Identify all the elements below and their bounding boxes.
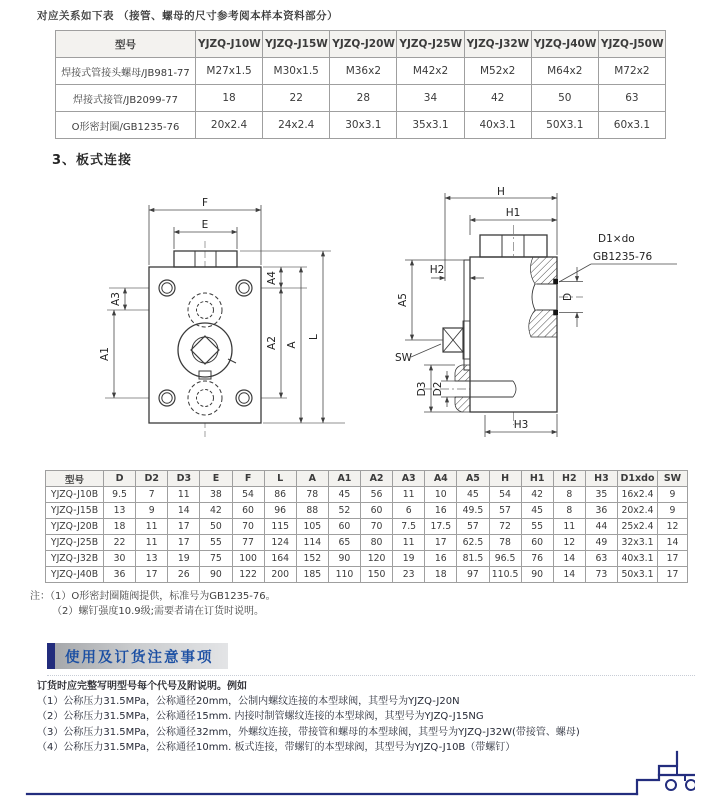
- table-cell: 9: [136, 503, 168, 519]
- table-cell: 40x3.1: [618, 551, 658, 567]
- table-cell: 115: [264, 519, 296, 535]
- column-header: H3: [585, 471, 617, 487]
- table-cell: 11: [393, 535, 425, 551]
- table-cell: 65: [328, 535, 360, 551]
- table-cell: 45: [328, 487, 360, 503]
- header-accent-bar: [47, 643, 55, 669]
- table-cell: 90: [521, 567, 553, 583]
- table-cell: 30: [104, 551, 136, 567]
- oring-standard-label: GB1235-76: [593, 251, 653, 263]
- row-label: 焊接式管接头螺母/JB981-77: [56, 58, 196, 85]
- dimensions-table: [45, 470, 688, 583]
- table-cell: 17: [658, 567, 688, 583]
- table-cell: 11: [136, 519, 168, 535]
- column-header: YJZQ-J10W: [196, 31, 263, 58]
- table-cell: 78: [489, 535, 521, 551]
- column-header: YJZQ-J50W: [598, 31, 665, 58]
- table-cell: 12: [658, 519, 688, 535]
- column-header: F: [232, 471, 264, 487]
- table-cell: 164: [264, 551, 296, 567]
- table-cell: 11: [168, 487, 200, 503]
- table-row: [46, 519, 688, 535]
- usage-section-title: 使用及订货注意事项: [55, 643, 228, 669]
- dim-label-A2: A2: [266, 336, 278, 350]
- table-cell: 7: [136, 487, 168, 503]
- table-cell: 20x2.4: [196, 112, 263, 139]
- table-cell: M52x2: [464, 58, 531, 85]
- table-row: [56, 58, 666, 85]
- table-cell: 114: [296, 535, 328, 551]
- dim-label-H2: H2: [429, 264, 445, 276]
- table-cell: 44: [585, 519, 617, 535]
- table-cell: 14: [168, 503, 200, 519]
- table-cell: 35x3.1: [397, 112, 464, 139]
- column-header: D3: [168, 471, 200, 487]
- row-label: YJZQ-J25B: [46, 535, 104, 551]
- table-row: [46, 551, 688, 567]
- column-header-model: 型号: [46, 471, 104, 487]
- table-cell: 124: [264, 535, 296, 551]
- section-heading: 3、板式连接: [52, 153, 133, 168]
- table-cell: 49: [585, 535, 617, 551]
- table-cell: 17: [658, 551, 688, 567]
- fittings-table: [55, 30, 666, 139]
- row-label: YJZQ-J15B: [46, 503, 104, 519]
- column-header: YJZQ-J20W: [330, 31, 397, 58]
- table-cell: 16x2.4: [618, 487, 658, 503]
- table-cell: 54: [489, 487, 521, 503]
- table-cell: 36: [585, 503, 617, 519]
- ordering-instructions: [37, 679, 705, 755]
- table-cell: 14: [553, 567, 585, 583]
- table-cell: 25x2.4: [618, 519, 658, 535]
- table-cell: 120: [361, 551, 393, 567]
- table-cell: 20x2.4: [618, 503, 658, 519]
- table-cell: 10: [425, 487, 457, 503]
- table-cell: 45: [457, 487, 489, 503]
- table-cell: 22: [104, 535, 136, 551]
- table-cell: 16: [425, 503, 457, 519]
- dim-label-A: A: [286, 341, 298, 349]
- table-cell: M36x2: [330, 58, 397, 85]
- row-label: 焊接式接管/JB2099-77: [56, 85, 196, 112]
- table-cell: 55: [521, 519, 553, 535]
- table-cell: 34: [397, 85, 464, 112]
- ordering-example-4: （4）公称压力31.5MPa，公称通径10mm. 板式连接，带螺钉的本型球阀，其型号为YJZQ-J10B（带螺钉）: [37, 741, 516, 753]
- table-cell: 50: [200, 519, 232, 535]
- table-cell: 72: [489, 519, 521, 535]
- table-cell: 11: [553, 519, 585, 535]
- column-header: A4: [425, 471, 457, 487]
- column-header: L: [264, 471, 296, 487]
- table-row: [46, 535, 688, 551]
- row-label: YJZQ-J10B: [46, 487, 104, 503]
- table-row: [46, 503, 688, 519]
- table-cell: 50: [531, 85, 598, 112]
- table-cell: 54: [232, 487, 264, 503]
- table-cell: 50x3.1: [618, 567, 658, 583]
- table-cell: 23: [393, 567, 425, 583]
- ordering-intro: 订货时应完整写明型号每个代号及附说明。例如: [37, 681, 247, 692]
- company-logo: [27, 752, 695, 794]
- table-cell: 24x2.4: [263, 112, 330, 139]
- table-cell: 17: [425, 535, 457, 551]
- table-cell: 55: [200, 535, 232, 551]
- dim-label-L: L: [308, 334, 320, 340]
- table-cell: M30x1.5: [263, 58, 330, 85]
- usage-section-header: [47, 643, 228, 669]
- table-cell: 60: [232, 503, 264, 519]
- table-cell: 7.5: [393, 519, 425, 535]
- table-cell: 57: [457, 519, 489, 535]
- table-cell: 86: [264, 487, 296, 503]
- table-cell: 32x3.1: [618, 535, 658, 551]
- wrench-square: [443, 321, 470, 359]
- table-cell: 17: [168, 535, 200, 551]
- table-cell: 75: [200, 551, 232, 567]
- dim-label-H1: H1: [505, 207, 521, 219]
- column-header: H: [489, 471, 521, 487]
- table-row: [56, 85, 666, 112]
- table-cell: 63: [585, 551, 617, 567]
- table-cell: 90: [328, 551, 360, 567]
- table-cell: 122: [232, 567, 264, 583]
- table-cell: 16: [425, 551, 457, 567]
- column-header: YJZQ-J15W: [263, 31, 330, 58]
- column-header: A1: [328, 471, 360, 487]
- table-cell: 38: [200, 487, 232, 503]
- dim-label-H: H: [497, 186, 505, 198]
- table-cell: 60: [361, 503, 393, 519]
- column-header: A2: [361, 471, 393, 487]
- column-header: H2: [553, 471, 585, 487]
- dim-label-A1: A1: [99, 347, 111, 361]
- table-cell: 42: [200, 503, 232, 519]
- table-cell: 9: [658, 503, 688, 519]
- table-cell: 150: [361, 567, 393, 583]
- dim-label-SW: SW: [395, 352, 413, 364]
- column-header: YJZQ-J40W: [531, 31, 598, 58]
- footer-rule-and-logo: [25, 748, 695, 800]
- column-header-model: 型号: [56, 31, 196, 58]
- column-header: A: [296, 471, 328, 487]
- table-cell: 81.5: [457, 551, 489, 567]
- table-row: [46, 487, 688, 503]
- table-cell: 9.5: [104, 487, 136, 503]
- table-cell: 8: [553, 503, 585, 519]
- table-cell: 78: [296, 487, 328, 503]
- table-cell: 28: [330, 85, 397, 112]
- table-cell: 18: [425, 567, 457, 583]
- table-cell: M42x2: [397, 58, 464, 85]
- table-cell: 19: [393, 551, 425, 567]
- table-cell: 60x3.1: [598, 112, 665, 139]
- table-header-row: [46, 471, 688, 487]
- table-cell: 17.5: [425, 519, 457, 535]
- table-cell: 110: [328, 567, 360, 583]
- table-cell: 19: [168, 551, 200, 567]
- dim-label-F: F: [201, 197, 209, 209]
- table-cell: 13: [104, 503, 136, 519]
- column-header: A3: [393, 471, 425, 487]
- table-cell: 70: [361, 519, 393, 535]
- section-view-drawing: [385, 185, 685, 460]
- table-cell: 88: [296, 503, 328, 519]
- section-divider: [47, 675, 695, 676]
- table-cell: 13: [136, 551, 168, 567]
- table-cell: 70: [232, 519, 264, 535]
- table-header-row: [56, 31, 666, 58]
- table-cell: 100: [232, 551, 264, 567]
- table-cell: 80: [361, 535, 393, 551]
- dim-label-D: D: [562, 292, 574, 302]
- table-cell: 96: [264, 503, 296, 519]
- table-cell: 73: [585, 567, 617, 583]
- dim-label-A4: A4: [266, 271, 278, 285]
- ordering-example-1: （1）公称压力31.5MPa，公称通径20mm，公制内螺纹连接的本型球阀，其型号为YJZQ-J20N: [37, 696, 460, 708]
- table-cell: 97: [457, 567, 489, 583]
- table-row: [56, 112, 666, 139]
- table-cell: 105: [296, 519, 328, 535]
- dim-label-E: E: [201, 219, 209, 231]
- note-line-1: 注：（1）O形密封圈随阀提供，标准号为GB1235-76。: [30, 591, 276, 602]
- table-cell: 18: [196, 85, 263, 112]
- ordering-example-2: （2）公称压力31.5MPa，公称通径15mm. 内接吋制管螺纹连接的本型球阀，其型号为YJZQ-J15NG: [37, 711, 484, 723]
- table-cell: 17: [136, 567, 168, 583]
- column-header: H1: [521, 471, 553, 487]
- table-cell: 110.5: [489, 567, 521, 583]
- row-label: YJZQ-J40B: [46, 567, 104, 583]
- table-cell: M72x2: [598, 58, 665, 85]
- table-cell: 30x3.1: [330, 112, 397, 139]
- table-cell: 76: [521, 551, 553, 567]
- table-cell: 152: [296, 551, 328, 567]
- dim-label-A5: A5: [397, 293, 409, 307]
- table-cell: 63: [598, 85, 665, 112]
- table-cell: M64x2: [531, 58, 598, 85]
- table-cell: 36: [104, 567, 136, 583]
- table-cell: 18: [104, 519, 136, 535]
- row-label: O形密封圈/GB1235-76: [56, 112, 196, 139]
- table-cell: 11: [136, 535, 168, 551]
- table-cell: 77: [232, 535, 264, 551]
- table-cell: 14: [553, 551, 585, 567]
- column-header: E: [200, 471, 232, 487]
- column-header: A5: [457, 471, 489, 487]
- table-cell: 40x3.1: [464, 112, 531, 139]
- table-cell: 11: [393, 487, 425, 503]
- table-cell: 185: [296, 567, 328, 583]
- front-view-drawing: [95, 185, 355, 447]
- notes-block: [30, 589, 276, 619]
- table-row: [46, 567, 688, 583]
- table-cell: 60: [521, 535, 553, 551]
- dim-label-A3: A3: [110, 292, 122, 306]
- table-cell: 22: [263, 85, 330, 112]
- table-cell: 57: [489, 503, 521, 519]
- table-cell: 45: [521, 503, 553, 519]
- column-header: YJZQ-J25W: [397, 31, 464, 58]
- table-cell: 96.5: [489, 551, 521, 567]
- column-header: SW: [658, 471, 688, 487]
- ordering-example-3: （3）公称压力31.5MPa，公称通径32mm，外螺纹连接，带接管和螺母的本型球阀，其型号为YJZQ-J32W(带接管、螺母): [37, 726, 580, 738]
- row-label: YJZQ-J32B: [46, 551, 104, 567]
- table-cell: 50X3.1: [531, 112, 598, 139]
- table-cell: 14: [658, 535, 688, 551]
- intro-text: 对应关系如下表 （接管、螺母的尺寸参考阅本样本资料部分）: [37, 10, 339, 22]
- table-cell: 26: [168, 567, 200, 583]
- dim-label-D2: D2: [432, 381, 444, 397]
- table-cell: 90: [200, 567, 232, 583]
- column-header: D1xdo: [618, 471, 658, 487]
- table-cell: 60: [328, 519, 360, 535]
- table-cell: 42: [521, 487, 553, 503]
- dim-label-D3: D3: [416, 381, 428, 397]
- table-cell: 42: [464, 85, 531, 112]
- table-cell: M27x1.5: [196, 58, 263, 85]
- table-cell: 8: [553, 487, 585, 503]
- column-header: D: [104, 471, 136, 487]
- table-cell: 35: [585, 487, 617, 503]
- column-header: YJZQ-J32W: [464, 31, 531, 58]
- oring-size-label: D1×do: [598, 233, 635, 245]
- dim-label-H3: H3: [513, 419, 529, 431]
- row-label: YJZQ-J20B: [46, 519, 104, 535]
- table-cell: 9: [658, 487, 688, 503]
- table-cell: 56: [361, 487, 393, 503]
- column-header: D2: [136, 471, 168, 487]
- table-cell: 62.5: [457, 535, 489, 551]
- table-cell: 6: [393, 503, 425, 519]
- table-cell: 17: [168, 519, 200, 535]
- table-cell: 52: [328, 503, 360, 519]
- table-cell: 12: [553, 535, 585, 551]
- table-cell: 49.5: [457, 503, 489, 519]
- note-line-2: （2）螺钉强度10.9级;需要者请在订货时说明。: [52, 606, 264, 617]
- table-cell: 200: [264, 567, 296, 583]
